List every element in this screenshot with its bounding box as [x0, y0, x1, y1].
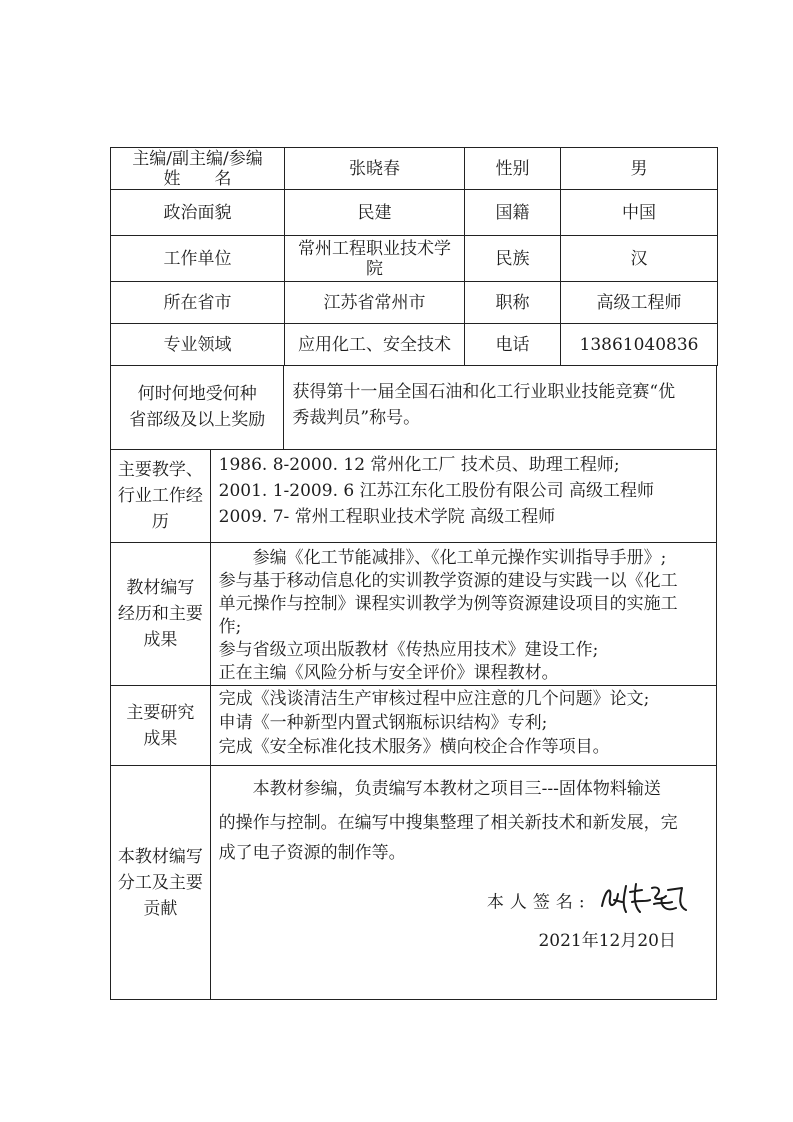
signature-row: [487, 878, 696, 928]
contribution-label-line: 贡献: [143, 898, 178, 919]
awards-content: [284, 365, 716, 449]
research-content: [211, 686, 716, 765]
textbook-section: [110, 543, 717, 686]
field-label: 专业领域: [111, 324, 285, 366]
research-label-line: 成果: [143, 728, 178, 749]
employer-line-2: 院: [366, 258, 383, 279]
textbook-label: [111, 543, 211, 685]
title-label: 职称: [465, 282, 561, 324]
employer-value: [285, 236, 465, 282]
ethnicity-value: 汉: [561, 236, 718, 282]
experience-label-line: 主要教学、: [117, 460, 203, 480]
contribution-label: [111, 766, 211, 999]
textbook-line: 作;: [218, 617, 242, 637]
role-name-label: [111, 148, 285, 190]
awards-label: [111, 365, 284, 449]
phone-value: 13861040836: [561, 324, 718, 366]
handwritten-signature: [596, 878, 696, 928]
signature-date: 2021年12月20日: [538, 931, 676, 951]
awards-line: 获得第十一届全国石油和化工行业职业技能竞赛“优: [292, 382, 676, 402]
basic-info-table: [110, 147, 718, 366]
contribution-content: [211, 766, 716, 999]
research-label: [111, 686, 211, 765]
field-value: 应用化工、安全技术: [285, 324, 465, 366]
employer-label: 工作单位: [111, 236, 285, 282]
textbook-line: 参与省级立项出版教材《传热应用技术》建设工作;: [218, 640, 599, 660]
textbook-label-line: 教材编写: [126, 578, 195, 598]
awards-section: [110, 365, 717, 450]
title-value: 高级工程师: [561, 282, 718, 324]
textbook-label-line: 经历和主要: [117, 604, 203, 624]
experience-content: [211, 450, 716, 542]
location-label: 所在省市: [111, 282, 285, 324]
awards-line: 秀裁判员”称号。: [292, 408, 421, 428]
research-label-line: 主要研究: [126, 702, 195, 723]
textbook-line: 正在主编《风险分析与安全评价》课程教材。: [218, 663, 559, 683]
politics-label: 政治面貌: [111, 190, 285, 236]
phone-label: 电话: [465, 324, 561, 366]
ethnicity-label: 民族: [465, 236, 561, 282]
contribution-section: [110, 766, 717, 1000]
textbook-line: 参编《化工节能减排》、《化工单元操作实训指导手册》;: [252, 548, 667, 568]
research-line: 完成《浅谈清洁生产审核过程中应注意的几个问题》论文;: [218, 689, 650, 709]
contribution-label-line: 本教材编写: [117, 846, 203, 867]
experience-label-line: 历: [151, 512, 169, 532]
experience-label: [111, 450, 211, 542]
experience-label-line: 行业工作经: [117, 486, 203, 506]
role-label: 主编/副主编/参编: [132, 148, 263, 169]
gender-value: 男: [561, 148, 718, 190]
gender-label: 性别: [465, 148, 561, 190]
research-line: 申请《一种新型内置式钢瓶标识结构》专利;: [218, 713, 548, 733]
awards-label-line: 省部级及以上奖励: [129, 410, 266, 430]
research-line: 完成《安全标准化技术服务》横向校企合作等项目。: [218, 737, 610, 757]
experience-line: 2009. 7- 常州工程职业技术学院 高级工程师: [218, 507, 556, 527]
research-section: [110, 686, 717, 766]
nationality-label: 国籍: [465, 190, 561, 236]
textbook-line: 单元操作与控制》课程实训教学为例等资源建设项目的实施工: [218, 594, 678, 614]
contribution-line: 本教材参编，负责编写本教材之项目三---固体物料输送: [252, 779, 661, 799]
contribution-label-line: 分工及主要: [117, 872, 203, 893]
textbook-label-line: 成果: [143, 630, 178, 650]
date-row: [538, 926, 676, 956]
contribution-line: 成了电子资源的制作等。: [218, 843, 406, 863]
politics-value: 民建: [285, 190, 465, 236]
textbook-line: 参与基于移动信息化的实训教学资源的建设与实践一以《化工: [218, 571, 678, 591]
textbook-content: [211, 543, 716, 685]
employer-line-1: 常州工程职业技术学: [298, 238, 451, 259]
experience-line: 2001. 1-2009. 6 江苏江东化工股份有限公司 高级工程师: [218, 481, 654, 501]
awards-label-line: 何时何地受何种: [137, 384, 257, 404]
name-value: 张晓春: [285, 148, 465, 190]
experience-section: [110, 450, 717, 543]
contribution-line: 的操作与控制。在编写中搜集整理了相关新技术和新发展，完: [218, 813, 678, 833]
experience-line: 1986. 8-2000. 12 常州化工厂 技术员、助理工程师;: [218, 455, 620, 475]
location-value: 江苏省常州市: [285, 282, 465, 324]
signature-label: 本人签名:: [486, 892, 591, 913]
nationality-value: 中国: [561, 190, 718, 236]
name-label: 姓 名: [163, 168, 232, 189]
